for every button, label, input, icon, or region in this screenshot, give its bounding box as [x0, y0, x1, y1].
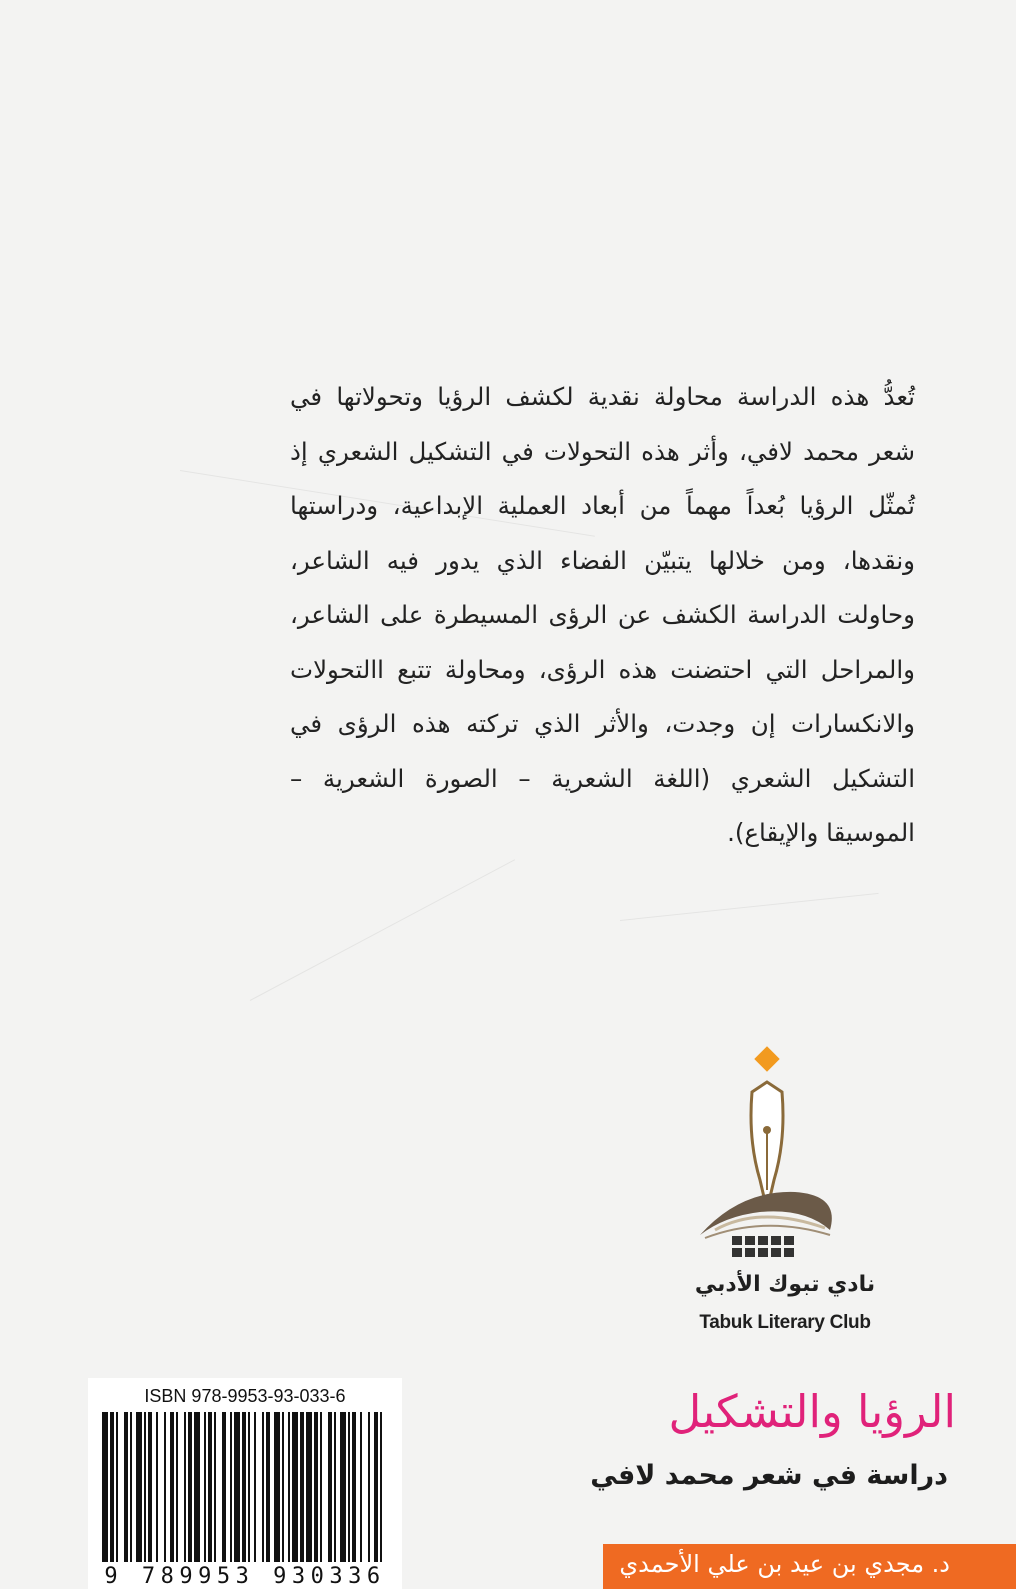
author-banner — [603, 1544, 1016, 1589]
barcode-bar — [204, 1412, 206, 1562]
barcode-bar — [352, 1412, 356, 1562]
barcode-bar — [136, 1412, 142, 1562]
book-title: الرؤيا والتشكيل — [668, 1385, 956, 1438]
logo-calligraphy-block — [732, 1236, 794, 1257]
barcode-bar — [248, 1412, 250, 1562]
ean-digits: 9 789953 930336 — [104, 1564, 386, 1589]
paper-scratch — [620, 893, 879, 921]
barcode-bar — [234, 1412, 240, 1562]
barcode-bar — [176, 1412, 178, 1562]
barcode-bar — [368, 1412, 370, 1562]
barcode-bar — [164, 1412, 166, 1562]
barcode-bar — [156, 1412, 158, 1562]
barcode-bar — [320, 1412, 322, 1562]
barcode-bar — [274, 1412, 280, 1562]
barcode-bar — [282, 1412, 284, 1562]
barcode-bar — [334, 1412, 336, 1562]
barcode-bar — [374, 1412, 378, 1562]
publisher-name-arabic: نادي تبوك الأدبي — [694, 1272, 876, 1297]
barcode-bar — [360, 1412, 362, 1562]
barcode-bar — [314, 1412, 318, 1562]
barcode-bar — [262, 1412, 264, 1562]
barcode-bar — [110, 1412, 114, 1562]
back-cover-blurb: تُعدُّ هذه الدراسة محاولة نقدية لكشف الرؤيا وتحولاتها في شعر محمد لافي، وأثر هذه التحولات في التشكيل الشعري إذ تُمثّل الرؤيا بُعداً مهماً من أبعاد العملية الإبداعية، ودراستها ونقدها، ومن خلالها يتبيّن الفضاء الذي يدور فيه الشاعر، وحاولت الدراسة الكشف عن الرؤى المسيطرة على الشاعر، والمراحل التي احتضنت هذه الرؤى، ومحاولة تتبع االتحولات والانكسارات إن وجدت، والأثر الذي تركته هذه الرؤى في التشكيل الشعري (اللغة الشعرية – الصورة الشعرية – الموسيقا والإيقاع). — [290, 382, 915, 847]
barcode-bar — [102, 1412, 108, 1562]
book-subtitle: دراسة في شعر محمد لافي — [590, 1460, 948, 1491]
paper-scratch — [250, 859, 515, 1001]
barcode-bar — [222, 1412, 226, 1562]
barcode-bar — [116, 1412, 118, 1562]
barcode-bar — [144, 1412, 146, 1562]
barcode-bar — [130, 1412, 132, 1562]
barcode-bar — [124, 1412, 128, 1562]
barcode-bar — [328, 1412, 332, 1562]
barcode-bar — [288, 1412, 290, 1562]
barcode-bar — [188, 1412, 192, 1562]
barcode-bar — [214, 1412, 216, 1562]
barcode-bar — [148, 1412, 152, 1562]
logo-diamond — [754, 1046, 779, 1071]
barcode-bar — [208, 1412, 212, 1562]
publisher-logo — [680, 1040, 890, 1340]
barcode-bar — [266, 1412, 270, 1562]
barcode-bar — [170, 1412, 174, 1562]
pen-nib-dome-icon — [680, 1040, 890, 1265]
barcode-bar — [306, 1412, 312, 1562]
barcode-bar — [348, 1412, 350, 1562]
barcode-bar — [230, 1412, 232, 1562]
barcode-bar — [300, 1412, 304, 1562]
barcode-bar — [254, 1412, 256, 1562]
publisher-name-english: Tabuk Literary Club — [699, 1312, 871, 1333]
author-name: د. مجدي بن عيد بن علي الأحمدي — [619, 1550, 950, 1578]
barcode-bar — [340, 1412, 346, 1562]
barcode-bar — [242, 1412, 246, 1562]
barcode-bar — [184, 1412, 186, 1562]
barcode-bar — [194, 1412, 200, 1562]
isbn-number: ISBN 978-9953-93-033-6 — [144, 1386, 346, 1406]
barcode-bar — [292, 1412, 298, 1562]
barcode-bar — [380, 1412, 382, 1562]
barcode-bars — [102, 1412, 388, 1562]
isbn-barcode — [88, 1378, 402, 1589]
